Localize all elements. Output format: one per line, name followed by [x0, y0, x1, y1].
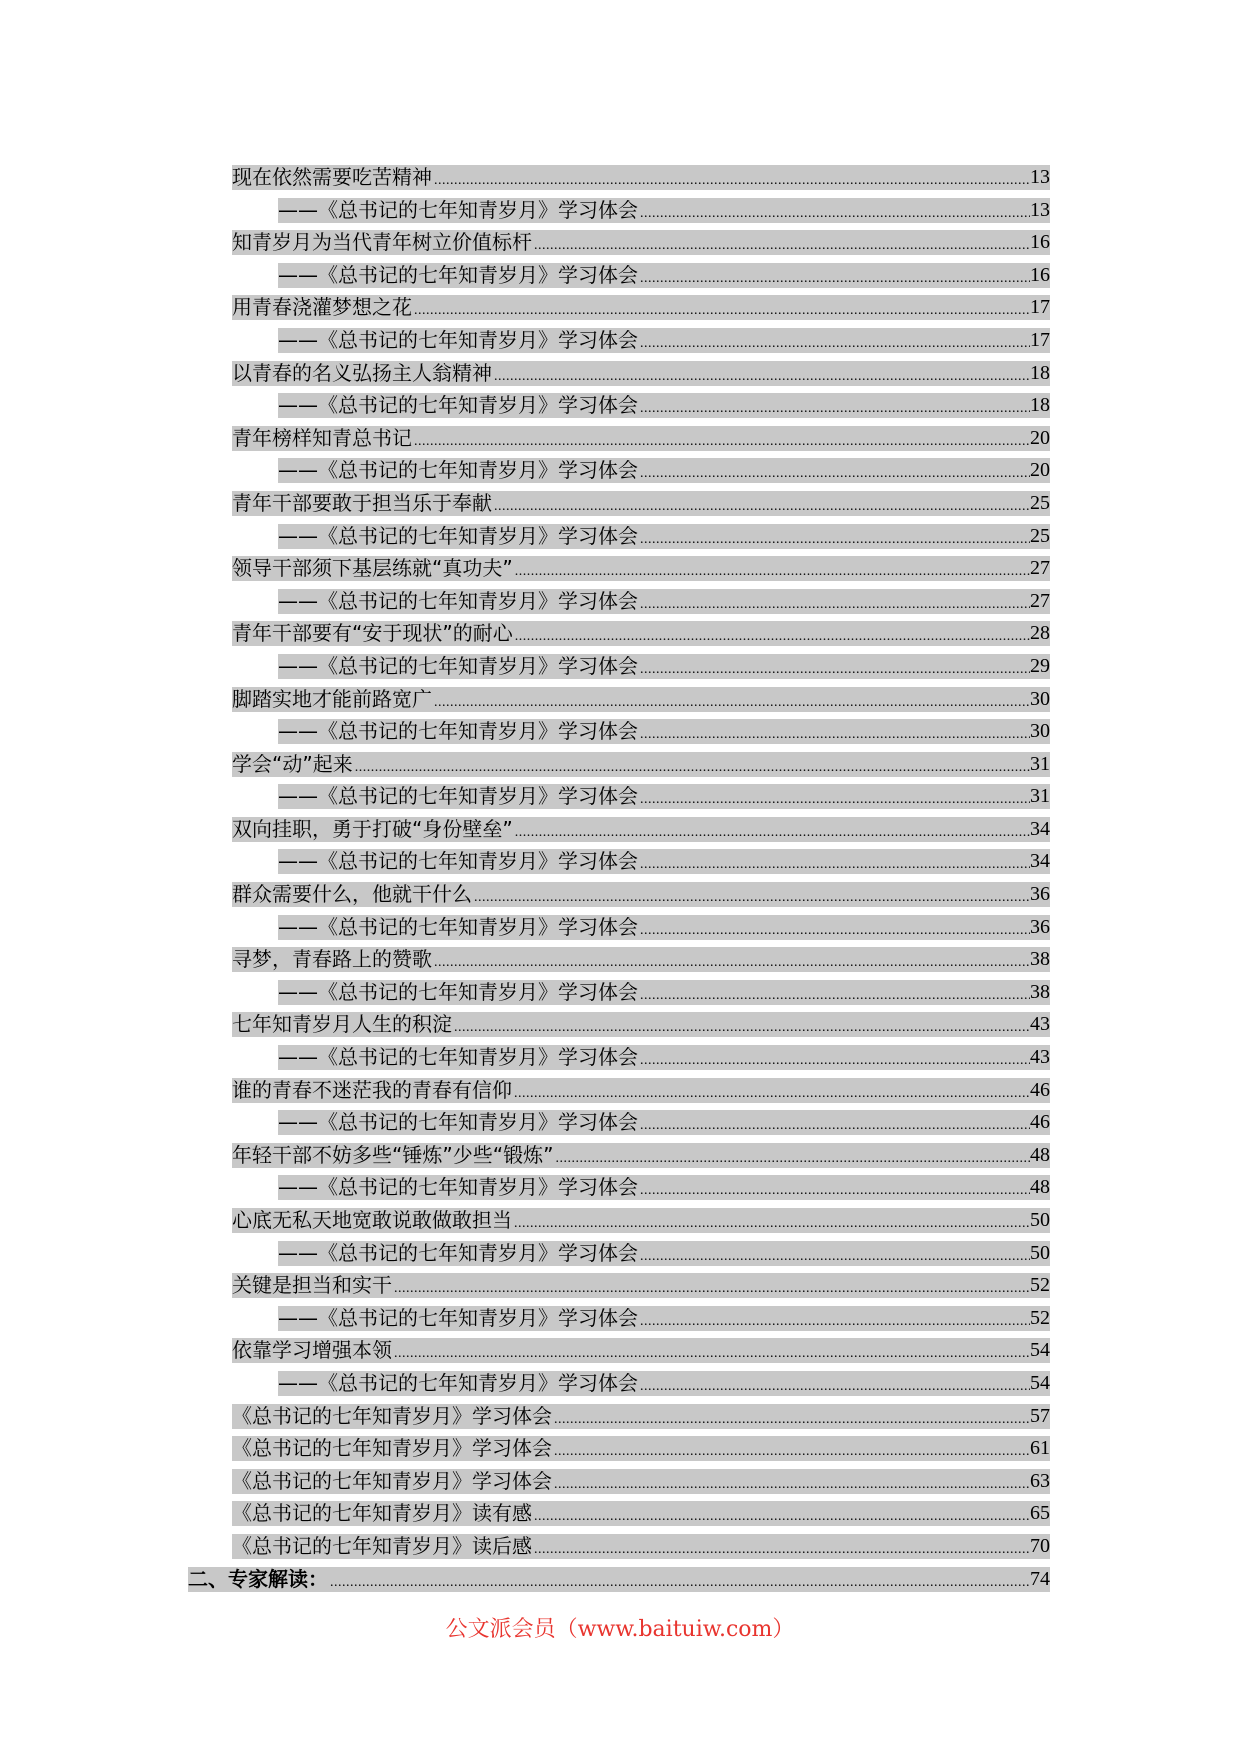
toc-entry-title: 双向挂职，勇于打破“身份壁垒” [232, 816, 513, 841]
toc-entry-title: 心底无私天地宽敢说敢做敢担当 [232, 1208, 512, 1232]
toc-page-number: 46 [1030, 1078, 1050, 1101]
toc-subtitle-entry[interactable] [188, 388, 1050, 421]
toc-page-number: 48 [1030, 1176, 1050, 1199]
toc-dot-leader [515, 628, 1030, 646]
toc-entry-highlight [278, 915, 1050, 940]
toc-entry[interactable] [188, 1399, 1050, 1432]
toc-entry-highlight [232, 1404, 1050, 1429]
toc-entry[interactable] [188, 1203, 1050, 1236]
toc-dot-leader [515, 824, 1030, 842]
toc-entry[interactable] [188, 356, 1050, 389]
toc-entry[interactable] [188, 1268, 1050, 1301]
toc-dot-leader [434, 954, 1030, 972]
toc-entry[interactable] [188, 812, 1050, 845]
toc-entry-title: 用青春浇灌梦想之花 [232, 295, 412, 320]
toc-page-number: 57 [1030, 1404, 1050, 1427]
toc-page-number: 36 [1030, 883, 1050, 906]
toc-page-number: 43 [1030, 1013, 1050, 1036]
toc-entry-title: 以青春的名义弘扬主人翁精神 [232, 360, 492, 385]
toc-entry[interactable] [188, 551, 1050, 584]
toc-entry-highlight [232, 621, 1050, 646]
footer-watermark [0, 1612, 1240, 1643]
toc-entry-title: 《总书记的七年知青岁月》读有感 [232, 1501, 532, 1526]
toc-subtitle-entry[interactable] [188, 193, 1050, 226]
toc-entry[interactable] [188, 290, 1050, 323]
toc-subtitle-entry[interactable] [188, 584, 1050, 617]
toc-page-number: 34 [1030, 850, 1050, 873]
toc-subtitle-entry[interactable] [188, 1366, 1050, 1399]
toc-entry[interactable] [188, 1464, 1050, 1497]
toc-entry-highlight [232, 1208, 1050, 1233]
toc-entry-title: ——《总书记的七年知青岁月》学习体会 [278, 197, 638, 222]
toc-subtitle-entry[interactable] [188, 1040, 1050, 1073]
toc-subtitle-entry[interactable] [188, 779, 1050, 812]
toc-dot-leader [434, 172, 1030, 190]
toc-page-number: 13 [1030, 198, 1050, 221]
toc-dot-leader [454, 1019, 1030, 1037]
toc-dot-leader [640, 596, 1030, 614]
toc-dot-leader [640, 1248, 1030, 1266]
toc-entry-highlight [278, 393, 1050, 418]
toc-page-number: 30 [1030, 687, 1050, 710]
toc-dot-leader [394, 1280, 1030, 1298]
toc-subtitle-entry[interactable] [188, 1105, 1050, 1138]
toc-page-number: 20 [1030, 459, 1050, 482]
toc-page-number: 27 [1030, 557, 1050, 580]
toc-dot-leader [640, 270, 1030, 288]
toc-dot-leader [554, 1476, 1030, 1494]
toc-entry-title: ——《总书记的七年知青岁月》学习体会 [278, 784, 638, 809]
toc-entry[interactable] [188, 421, 1050, 454]
toc-page-number: 63 [1030, 1469, 1050, 1492]
toc-entry-title: 知青岁月为当代青年树立价值标杆 [232, 230, 532, 255]
toc-entry-highlight [232, 817, 1050, 842]
toc-dot-leader [534, 1508, 1030, 1526]
toc-entry-highlight [278, 198, 1050, 223]
toc-page-number: 18 [1030, 361, 1050, 384]
toc-entry-title: ——《总书记的七年知青岁月》学习体会 [278, 1110, 638, 1135]
toc-dot-leader [555, 1150, 1030, 1168]
toc-subtitle-entry[interactable] [188, 519, 1050, 552]
toc-entry-title: ——《总书记的七年知青岁月》学习体会 [278, 849, 638, 874]
toc-entry-highlight [278, 263, 1050, 288]
toc-entry-highlight [278, 1371, 1050, 1396]
toc-entry-highlight [232, 295, 1050, 320]
toc-subtitle-entry[interactable] [188, 323, 1050, 356]
toc-page-number: 74 [1030, 1567, 1050, 1590]
toc-dot-leader [640, 1182, 1030, 1200]
toc-page-number: 52 [1030, 1274, 1050, 1297]
toc-page-number: 43 [1030, 1046, 1050, 1069]
toc-entry-highlight [232, 1273, 1050, 1298]
toc-page-number: 29 [1030, 654, 1050, 677]
toc-entry-highlight [278, 719, 1050, 744]
toc-subtitle-entry[interactable] [188, 714, 1050, 747]
toc-dot-leader [640, 1117, 1030, 1135]
toc-entry-highlight [232, 426, 1050, 451]
toc-entry-highlight [278, 980, 1050, 1005]
toc-dot-leader [394, 1345, 1030, 1363]
toc-page-number: 38 [1030, 948, 1050, 971]
toc-dot-leader [434, 694, 1030, 712]
toc-entry-title: ——《总书记的七年知青岁月》学习体会 [278, 327, 638, 352]
toc-page-number: 30 [1030, 720, 1050, 743]
toc-subtitle-entry[interactable] [188, 975, 1050, 1008]
toc-entry-title: 《总书记的七年知青岁月》学习体会 [232, 1436, 552, 1461]
toc-dot-leader [414, 302, 1030, 320]
toc-page-number: 38 [1030, 980, 1050, 1003]
toc-entry-highlight [278, 849, 1050, 874]
toc-subtitle-entry[interactable] [188, 649, 1050, 682]
toc-entry[interactable] [188, 747, 1050, 780]
toc-entry-title: 青年干部要有“安于现状”的耐心 [232, 621, 513, 646]
toc-entry-highlight [232, 882, 1050, 907]
toc-entry-title: 年轻干部不妨多些“锤炼”少些“锻炼” [232, 1142, 554, 1167]
toc-dot-leader [640, 205, 1030, 223]
toc-entry[interactable] [188, 225, 1050, 258]
toc-entry-highlight [232, 1534, 1050, 1559]
toc-page-number: 17 [1030, 328, 1050, 351]
toc-entry-highlight [278, 1110, 1050, 1135]
toc-page-number: 16 [1030, 263, 1050, 286]
toc-entry-highlight [232, 361, 1050, 386]
toc-page-number: 52 [1030, 1306, 1050, 1329]
toc-subtitle-entry[interactable] [188, 1301, 1050, 1334]
toc-entry-title: 脚踏实地才能前路宽广 [232, 686, 432, 711]
toc-section-heading[interactable] [188, 1562, 1050, 1595]
toc-dot-leader [534, 237, 1030, 255]
toc-page-number: 25 [1030, 524, 1050, 547]
toc-dot-leader [640, 400, 1030, 418]
toc-entry-title: 《总书记的七年知青岁月》读后感 [232, 1533, 532, 1558]
toc-entry-title: 谁的青春不迷茫我的青春有信仰 [232, 1077, 512, 1102]
toc-entry-title: 《总书记的七年知青岁月》学习体会 [232, 1403, 552, 1428]
toc-entry-title: 关键是担当和实干 [232, 1273, 392, 1298]
toc-entry-highlight [232, 1501, 1050, 1526]
toc-page-number: 27 [1030, 589, 1050, 612]
toc-entry-highlight [232, 1012, 1050, 1037]
toc-entry-title: ——《总书记的七年知青岁月》学习体会 [278, 1240, 638, 1265]
toc-entry-highlight [278, 1045, 1050, 1070]
toc-entry-highlight [278, 654, 1050, 679]
toc-dot-leader [534, 1541, 1030, 1559]
toc-entry-highlight [232, 230, 1050, 255]
toc-entry[interactable] [188, 616, 1050, 649]
toc-entry-title: 青年干部要敢于担当乐于奉献 [232, 490, 492, 515]
toc-dot-leader [640, 465, 1030, 483]
toc-entry-title: 《总书记的七年知青岁月》学习体会 [232, 1468, 552, 1493]
toc-dot-leader [640, 661, 1030, 679]
toc-entry-title: ——《总书记的七年知青岁月》学习体会 [278, 1175, 638, 1200]
toc-entry[interactable] [188, 1496, 1050, 1529]
toc-entry-highlight [278, 1241, 1050, 1266]
toc-entry-title: ——《总书记的七年知青岁月》学习体会 [278, 1305, 638, 1330]
toc-entry-title: ——《总书记的七年知青岁月》学习体会 [278, 1045, 638, 1070]
toc-page-number: 54 [1030, 1339, 1050, 1362]
toc-entry-highlight [232, 165, 1050, 190]
toc-entry-title: 群众需要什么，他就干什么 [232, 882, 472, 907]
toc-entry[interactable] [188, 1007, 1050, 1040]
toc-dot-leader [554, 1411, 1030, 1429]
toc-entry-title: ——《总书记的七年知青岁月》学习体会 [278, 393, 638, 418]
toc-page-number: 28 [1030, 622, 1050, 645]
toc-page-number: 31 [1030, 752, 1050, 775]
toc-page-number: 50 [1030, 1241, 1050, 1264]
toc-dot-leader [640, 922, 1030, 940]
toc-dot-leader [640, 791, 1030, 809]
toc-page-number: 65 [1030, 1502, 1050, 1525]
toc-entry-title: 学会“动”起来 [232, 751, 353, 776]
toc-entry-title: ——《总书记的七年知青岁月》学习体会 [278, 914, 638, 939]
toc-entry-title: 领导干部须下基层练就“真功夫” [232, 556, 513, 581]
toc-dot-leader [514, 1085, 1030, 1103]
toc-entry[interactable] [188, 1529, 1050, 1562]
toc-entry-title: ——《总书记的七年知青岁月》学习体会 [278, 1370, 638, 1395]
toc-entry-highlight [232, 491, 1050, 516]
table-of-contents [188, 160, 1050, 1594]
toc-page-number: 46 [1030, 1111, 1050, 1134]
toc-page-number: 16 [1030, 231, 1050, 254]
toc-entry[interactable] [188, 682, 1050, 715]
toc-entry-title: ——《总书记的七年知青岁月》学习体会 [278, 588, 638, 613]
toc-entry[interactable] [188, 1073, 1050, 1106]
toc-dot-leader [494, 498, 1030, 516]
toc-entry-title: ——《总书记的七年知青岁月》学习体会 [278, 653, 638, 678]
toc-page-number: 25 [1030, 491, 1050, 514]
toc-dot-leader [494, 368, 1030, 386]
toc-page-number: 17 [1030, 296, 1050, 319]
footer-text: 公文派会员（www.baituiw.com） [445, 1617, 795, 1642]
toc-entry-title: ——《总书记的七年知青岁月》学习体会 [278, 979, 638, 1004]
toc-page-number: 13 [1030, 166, 1050, 188]
toc-page-number: 54 [1030, 1371, 1050, 1394]
toc-entry-title: 七年知青岁月人生的积淀 [232, 1012, 452, 1037]
toc-dot-leader [474, 889, 1030, 907]
toc-subtitle-entry[interactable] [188, 258, 1050, 291]
toc-entry-highlight [278, 1175, 1050, 1200]
toc-subtitle-entry[interactable] [188, 1236, 1050, 1269]
toc-entry-highlight [278, 1306, 1050, 1331]
toc-entry-title: ——《总书记的七年知青岁月》学习体会 [278, 523, 638, 548]
toc-entry-highlight [232, 947, 1050, 972]
toc-entry-highlight [232, 752, 1050, 777]
toc-entry-title: 青年榜样知青总书记 [232, 425, 412, 450]
toc-entry-title: 依靠学习增强本领 [232, 1338, 392, 1363]
toc-subtitle-entry[interactable] [188, 1170, 1050, 1203]
toc-entry-highlight [278, 328, 1050, 353]
toc-dot-leader [514, 1215, 1030, 1233]
toc-entry-title: 寻梦，青春路上的赞歌 [232, 947, 432, 972]
toc-page-number: 61 [1030, 1437, 1050, 1460]
toc-entry-highlight [232, 1436, 1050, 1461]
toc-dot-leader [640, 1052, 1030, 1070]
toc-page-number: 18 [1030, 394, 1050, 417]
toc-entry[interactable] [188, 1431, 1050, 1464]
toc-entry-highlight [188, 1567, 1050, 1592]
toc-dot-leader [554, 1443, 1030, 1461]
toc-entry[interactable] [188, 877, 1050, 910]
toc-subtitle-entry[interactable] [188, 453, 1050, 486]
toc-dot-leader [640, 1313, 1030, 1331]
toc-entry-title: 现在依然需要吃苦精神 [232, 165, 432, 189]
toc-page-number: 48 [1030, 1143, 1050, 1166]
toc-dot-leader [355, 759, 1030, 777]
toc-page-number: 31 [1030, 785, 1050, 808]
toc-entry-highlight [278, 784, 1050, 809]
toc-entry[interactable] [188, 160, 1050, 193]
toc-dot-leader [330, 1574, 1030, 1592]
toc-dot-leader [640, 856, 1030, 874]
toc-entry-title: ——《总书记的七年知青岁月》学习体会 [278, 719, 638, 744]
toc-page-number: 20 [1030, 426, 1050, 449]
toc-entry-highlight [232, 687, 1050, 712]
toc-page-number: 70 [1030, 1534, 1050, 1557]
toc-entry-highlight [278, 458, 1050, 483]
toc-entry[interactable] [188, 942, 1050, 975]
toc-entry[interactable] [188, 1138, 1050, 1171]
toc-entry-highlight [232, 1143, 1050, 1168]
toc-entry-highlight [232, 1469, 1050, 1494]
toc-entry-highlight [232, 1078, 1050, 1103]
toc-page-number: 34 [1030, 817, 1050, 840]
toc-dot-leader [515, 563, 1030, 581]
toc-entry-highlight [232, 556, 1050, 581]
toc-dot-leader [640, 987, 1030, 1005]
toc-dot-leader [640, 335, 1030, 353]
toc-page-number: 36 [1030, 915, 1050, 938]
toc-dot-leader [640, 1378, 1030, 1396]
toc-dot-leader [640, 726, 1030, 744]
toc-entry-highlight [232, 1338, 1050, 1363]
toc-dot-leader [640, 531, 1030, 549]
toc-page-number: 50 [1030, 1209, 1050, 1231]
toc-subtitle-entry[interactable] [188, 844, 1050, 877]
toc-subtitle-entry[interactable] [188, 910, 1050, 943]
toc-entry-title: ——《总书记的七年知青岁月》学习体会 [278, 262, 638, 287]
toc-entry-title: ——《总书记的七年知青岁月》学习体会 [278, 458, 638, 483]
toc-entry[interactable] [188, 486, 1050, 519]
toc-dot-leader [414, 433, 1030, 451]
toc-entry-highlight [278, 524, 1050, 549]
toc-entry-title: 二、专家解读： [188, 1566, 328, 1591]
toc-entry[interactable] [188, 1333, 1050, 1366]
toc-entry-highlight [278, 589, 1050, 614]
